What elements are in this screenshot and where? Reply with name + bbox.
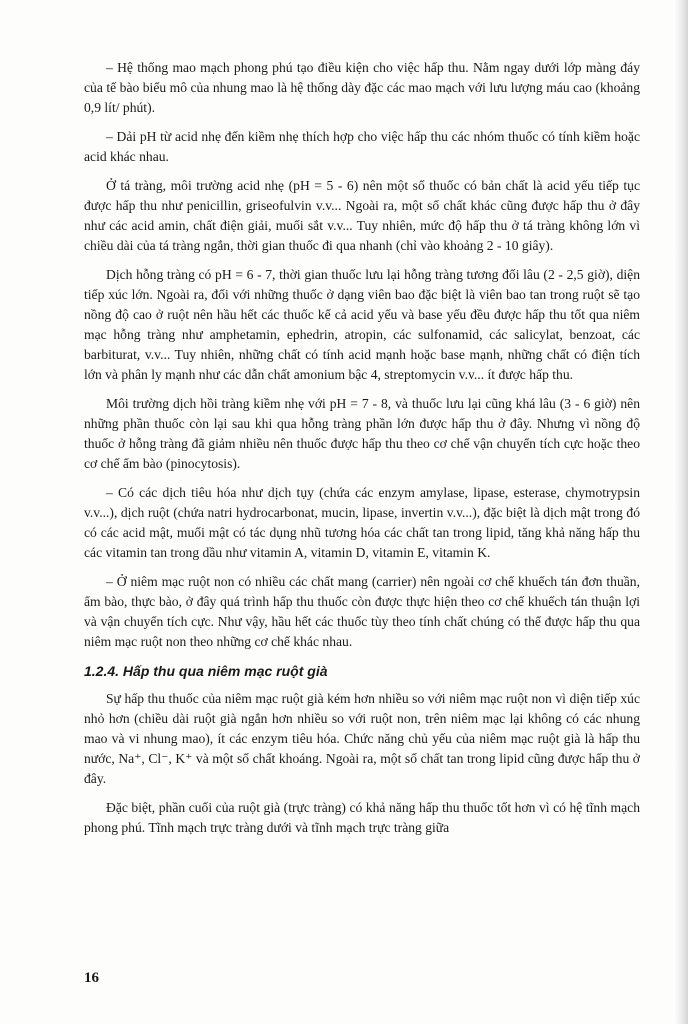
paragraph: – Ở niêm mạc ruột non có nhiều các chất mang (carrier) nên ngoài cơ chế khuếch tán đơn thuần, ẩm bào, thực bào, ở đây quá trình hấp thu thuốc còn được thực hiện theo cơ chế khuếch tán thuận lợi và vận chuyển tích cực. Như vậy, hầu hết các thuốc tùy theo tính chất chúng có thể được hấp thu qua niêm mạc ruột non theo những cơ chế khác nhau. (84, 574, 640, 649)
paragraph: Sự hấp thu thuốc của niêm mạc ruột già kém hơn nhiều so với niêm mạc ruột non vì diện tiếp xúc nhỏ hơn (chiều dài ruột già ngắn hơn nhiều so với ruột non, trên niêm mạc lại không có các nhung mao và vi nhung mao), ít các enzym tiêu hóa. Chức năng chủ yếu của niêm mạc ruột già là hấp thu nước, Na⁺, Cl⁻, K⁺ và một số chất khoáng. Ngoài ra, một số chất tan trong lipid cũng được hấp thu ở đây. (84, 691, 640, 786)
book-spine-shadow (674, 0, 688, 1024)
page-body (84, 58, 640, 847)
paragraph: Đặc biệt, phần cuối của ruột già (trực tràng) có khả năng hấp thu thuốc tốt hơn vì có hệ tĩnh mạch phong phú. Tĩnh mạch trực tràng dưới và tĩnh mạch trực tràng giữa (84, 800, 640, 835)
section-heading: 1.2.4. Hấp thu qua niêm mạc ruột già (84, 663, 328, 679)
paragraph: Môi trường dịch hồi tràng kiềm nhẹ với pH = 7 - 8, và thuốc lưu lại cũng khá lâu (3 - 6 giờ) nên những phần thuốc còn lại sau khi qua hỗng tràng phần lớn được hấp thu ở đây. Nhưng vì nồng độ thuốc ở hỗng tràng đã giảm nhiều nên thuốc được hấp thu theo cơ chế vận chuyển tích cực hoặc theo cơ chế ẩm bào (pinocytosis). (84, 396, 640, 471)
page-number: 16 (84, 970, 99, 986)
paragraph: Dịch hỗng tràng có pH = 6 - 7, thời gian thuốc lưu lại hỗng tràng tương đối lâu (2 - 2,5 giờ), diện tiếp xúc lớn. Ngoài ra, đối với những thuốc ở dạng viên bao đặc biệt là viên bao tan trong ruột sẽ tạo nồng độ cao ở ruột nên hầu hết các thuốc kể cả acid yếu và base yếu đều được hấp thu tốt qua niêm mạc hỗng tràng như amphetamin, ephedrin, atropin, các sulfonamid, các salicylat, benzoat, các barbiturat, v.v... Tuy nhiên, những chất có tính acid mạnh hoặc base mạnh, những chất có điện tích lớn và phân ly mạnh như các dẫn chất amonium bậc 4, streptomycin v.v... ít được hấp thu. (84, 267, 640, 382)
paragraph: – Dải pH từ acid nhẹ đến kiềm nhẹ thích hợp cho việc hấp thu các nhóm thuốc có tính kiềm hoặc acid khác nhau. (84, 129, 640, 164)
paragraph: Ở tá tràng, môi trường acid nhẹ (pH = 5 - 6) nên một số thuốc có bản chất là acid yếu tiếp tục được hấp thu như penicillin, griseofulvin v.v... Ngoài ra, một số chất khác cũng được hấp thu ở đây như các acid amin, chất điện giải, muối sắt v.v... Tuy nhiên, mức độ hấp thu ở tá tràng không lớn vì chiều dài của tá tràng ngắn, thời gian thuốc đi qua nhanh (chỉ vào khoảng 2 - 10 giây). (84, 178, 640, 253)
paragraph: – Hệ thống mao mạch phong phú tạo điều kiện cho việc hấp thu. Nằm ngay dưới lớp màng đáy của tế bào biểu mô của nhung mao là hệ thống dày đặc các mao mạch với lưu lượng máu cao (khoảng 0,9 lít/ phút). (84, 60, 640, 115)
paragraph: – Có các dịch tiêu hóa như dịch tụy (chứa các enzym amylase, lipase, esterase, chymotrypsin v.v...), dịch ruột (chứa natri hydrocarbonat, mucin, lipase, invertin v.v...), đặc biệt là dịch mật trong đó có các acid mật, muối mật có tác dụng nhũ tương hóa các chất tan trong lipid, tăng khả năng hấp thu các vitamin tan trong dầu như vitamin A, vitamin D, vitamin E, vitamin K. (84, 485, 640, 560)
